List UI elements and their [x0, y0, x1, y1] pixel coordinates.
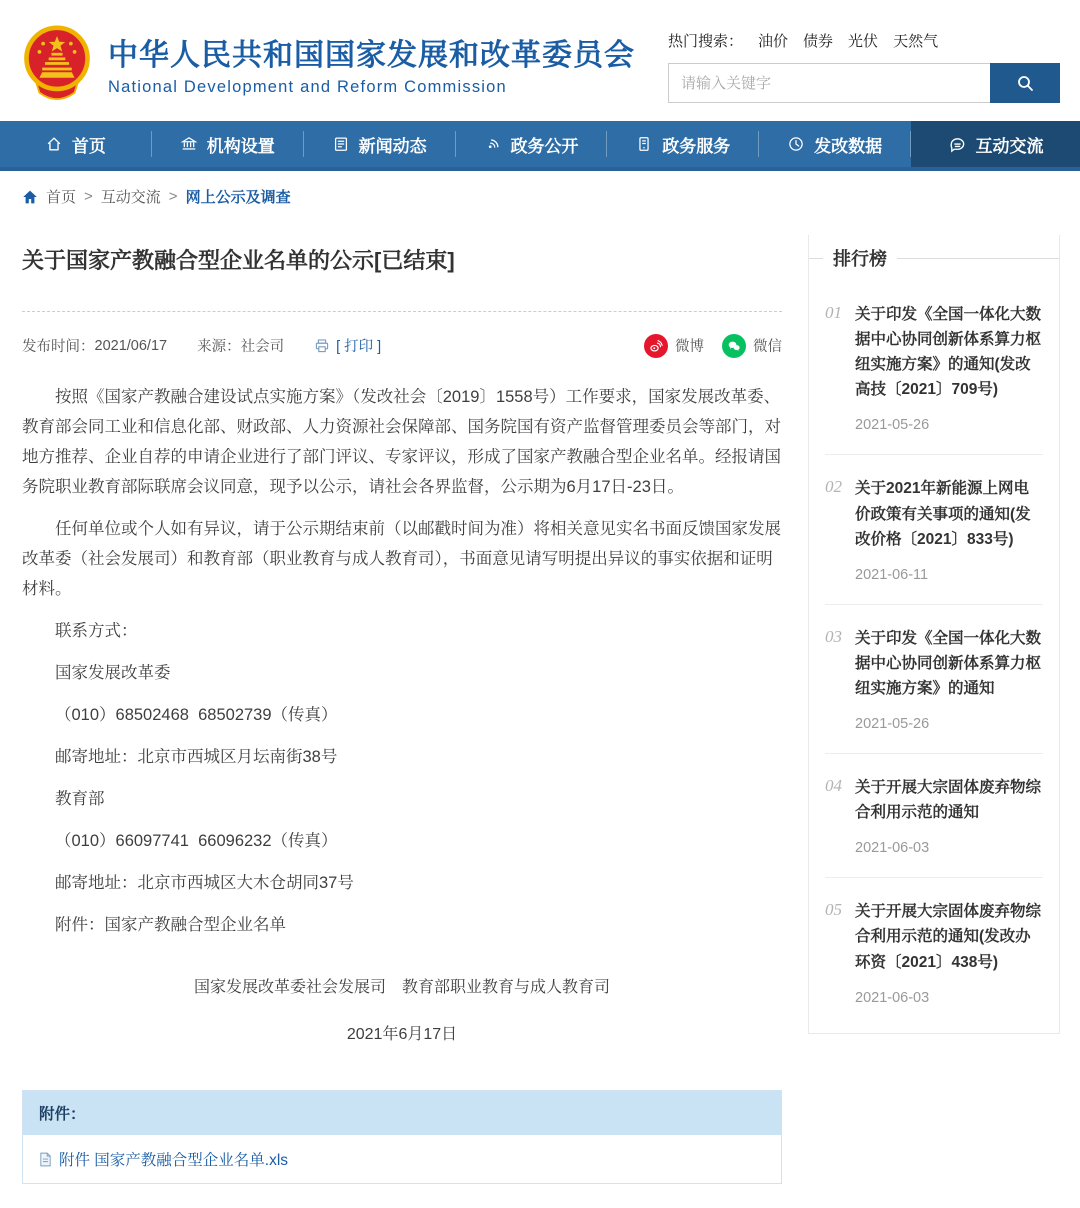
ranking-item-link[interactable]: 关于印发《全国一体化大数据中心协同创新体系算力枢纽实施方案》的通知: [855, 629, 1042, 697]
nav-item-services[interactable]: [607, 121, 758, 167]
site-brand: [20, 24, 635, 102]
wechat-icon: [722, 334, 746, 358]
nav-label: 政务公开: [510, 136, 579, 156]
contact-phone-moe: （010）66097741 66096232（传真）: [55, 832, 338, 851]
ranking-item-link[interactable]: 关于开展大宗固体废弃物综合利用示范的通知(发改办环资〔2021〕438号): [855, 903, 1042, 971]
publish-time-label: 发布时间：: [22, 339, 95, 356]
ranking-item-number: 02: [825, 477, 842, 497]
breadcrumb-item-home[interactable]: 首页: [46, 189, 77, 206]
ranking-item: [825, 281, 1043, 455]
nav-label: 新闻动态: [358, 136, 427, 156]
hot-search-term-pv[interactable]: 光伏: [848, 33, 879, 50]
ranking-item-date: 2021-06-11: [855, 566, 929, 583]
nav-label: 首页: [71, 136, 106, 156]
signature-line: 国家发展改革委社会发展司 教育部职业教育与成人教育司: [193, 979, 610, 997]
paragraph: 任何单位或个人如有异议，请于公示期结束前（以邮戳时间为准）将相关意见实名书面反馈国家发展改革委（社会发展司）和教育部（职业教育与成人教育司），书面意见请写明提出异议的事实依据和证明材料。: [22, 519, 781, 598]
breadcrumb-item-current: 网上公示及调查: [185, 189, 291, 206]
print-button[interactable]: [314, 335, 381, 356]
hot-search-term-oil[interactable]: 油价: [758, 33, 789, 50]
main-nav: [0, 121, 1080, 171]
contact-address-ndrc: 邮寄地址：北京市西城区月坛南街38号: [55, 748, 338, 767]
weibo-label: 微博: [675, 339, 704, 356]
attachment-row: [23, 1135, 781, 1183]
breadcrumb-separator: >: [84, 188, 93, 205]
home-icon: [45, 135, 63, 153]
site-header: [0, 0, 1080, 121]
contact-heading: 联系方式：: [55, 622, 138, 640]
ranking-item: [825, 878, 1043, 1026]
search-area: [668, 24, 1060, 103]
attachment-box: [22, 1090, 782, 1184]
ranking-item-link[interactable]: 关于印发《全国一体化大数据中心协同创新体系算力枢纽实施方案》的通知(发改高技〔2021〕709号): [855, 306, 1042, 399]
article-body: [22, 382, 782, 940]
weibo-icon: [644, 334, 668, 358]
source-label: 来源：: [197, 339, 241, 356]
site-title-english: National Development and Reform Commission: [108, 77, 507, 96]
ranking-item-date: 2021-06-03: [855, 840, 930, 857]
bank-icon: [180, 135, 198, 153]
nav-item-organization[interactable]: [152, 121, 303, 167]
hot-search-label: 热门搜索：: [668, 33, 744, 50]
breadcrumb-separator: >: [168, 188, 178, 205]
chat-icon: [948, 135, 967, 154]
wechat-label: 微信: [753, 339, 782, 356]
ranking-title: 排行榜: [833, 249, 887, 269]
contact-address-moe: 邮寄地址：北京市西城区大木仓胡同37号: [55, 874, 354, 893]
printer-icon: [314, 338, 330, 354]
article-meta: [22, 334, 782, 358]
print-label: [ 打印 ]: [336, 339, 382, 356]
ranking-item-date: 2021-05-26: [855, 716, 930, 733]
hot-search-term-bond[interactable]: 债券: [803, 33, 834, 50]
title-divider: [22, 311, 782, 312]
attachment-file-link[interactable]: 附件 国家产教融合型企业名单.xls: [59, 1152, 289, 1170]
nav-label: 机构设置: [206, 136, 275, 156]
search-input[interactable]: [668, 63, 990, 103]
nav-item-news[interactable]: [304, 121, 455, 167]
ranking-box: [808, 235, 1060, 1034]
ranking-item: [825, 455, 1043, 604]
share-wechat-button[interactable]: [722, 334, 782, 358]
search-button[interactable]: [990, 63, 1060, 103]
nav-label: 政务服务: [662, 136, 731, 156]
ranking-item-date: 2021-05-26: [855, 417, 930, 434]
nav-item-data[interactable]: [759, 121, 910, 167]
hot-search-term-gas[interactable]: 天然气: [893, 33, 939, 50]
signature-date: 2021年6月17日: [346, 1026, 458, 1044]
ranking-header: [809, 235, 1059, 281]
ranking-item-link[interactable]: 关于开展大宗固体废弃物综合利用示范的通知: [855, 779, 1042, 822]
ranking-item-number: 04: [825, 776, 842, 796]
paragraph: 按照《国家产教融合建设试点实施方案》（发改社会〔2019〕1558号）工作要求，国家发展改革委、教育部会同工业和信息化部、财政部、人力资源社会保障部、国务院国有资产监督管理委员会等部门，对地方推荐、企业自荐的申请企业进行了部门评议、专家评议，形成了国家产教融合型企业名单。经报请国务院职业教育部际联席会议同意，现予以公示，请社会各界监督，公示期为6月17日-23日。: [22, 387, 781, 496]
contact-org-ndrc: 国家发展改革委: [55, 664, 171, 683]
contact-org-moe: 教育部: [55, 790, 105, 809]
ranking-item: [825, 754, 1043, 878]
ranking-item-date: 2021-06-03: [855, 989, 930, 1006]
ranking-item-number: 05: [825, 900, 842, 920]
ranking-sidebar: [808, 219, 1060, 1034]
nav-item-interaction[interactable]: [911, 121, 1080, 167]
clock-icon: [787, 135, 805, 153]
share-weibo-button[interactable]: [644, 334, 704, 358]
attachment-box-header: 附件：: [23, 1091, 781, 1135]
national-emblem-icon: [20, 24, 94, 102]
ranking-item-number: 01: [825, 303, 842, 322]
nav-label: 发改数据: [814, 136, 883, 156]
breadcrumb: [0, 171, 1080, 219]
nav-label: 互动交流: [975, 136, 1044, 156]
contact-phone-ndrc: （010）68502468 68502739（传真）: [55, 706, 338, 725]
file-icon: [37, 1151, 54, 1168]
publish-time-value: 2021/06/17: [94, 337, 168, 354]
attachment-mention: 附件：国家产教融合型企业名单: [55, 916, 286, 935]
service-icon: [635, 135, 653, 153]
source-value: 社会司: [240, 339, 285, 356]
breadcrumb-item-interaction[interactable]: 互动交流: [100, 189, 161, 206]
site-title-chinese: 中华人民共和国国家发展和改革委员会: [108, 38, 635, 72]
article-column: [22, 219, 808, 1184]
broadcast-icon: [483, 135, 501, 153]
news-icon: [332, 135, 350, 153]
article-title: 关于国家产教融合型企业名单的公示[已结束]: [22, 248, 455, 273]
ranking-item-link[interactable]: 关于2021年新能源上网电价政策有关事项的通知(发改价格〔2021〕833号): [855, 480, 1031, 548]
ranking-item-number: 03: [825, 626, 842, 646]
nav-item-home[interactable]: [0, 121, 151, 167]
search-icon: [1015, 73, 1035, 93]
nav-item-disclosure[interactable]: [456, 121, 607, 167]
breadcrumb-home-icon: [22, 189, 38, 205]
ranking-item: [825, 605, 1043, 754]
